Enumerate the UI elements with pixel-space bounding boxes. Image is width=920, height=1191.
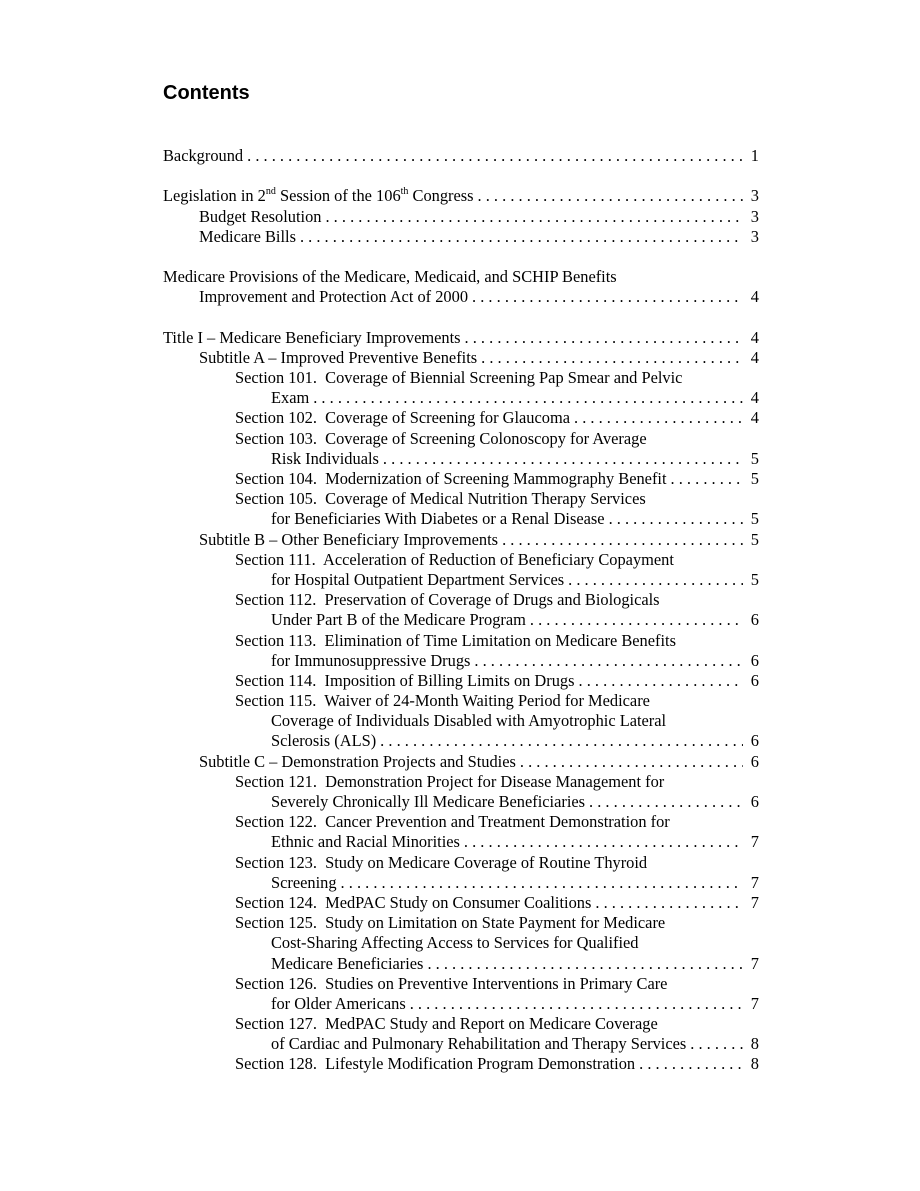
- toc-entry[interactable]: [163, 267, 759, 307]
- dot-leader: [498, 530, 743, 550]
- page-number: 5: [750, 529, 759, 549]
- toc-entry[interactable]: [163, 530, 759, 550]
- dot-leader: [570, 408, 743, 428]
- dot-leader: [526, 610, 743, 630]
- dot-leader: [470, 651, 743, 671]
- toc-entry-title: Subtitle A – Improved Preventive Benefits: [199, 347, 478, 367]
- page-number: 6: [750, 670, 759, 690]
- toc-entry-title: Section 112. Preservation of Coverage of Drugs and Biologicals: [235, 590, 660, 610]
- dot-leader: [321, 207, 743, 227]
- dot-leader: [635, 1054, 743, 1074]
- title-fragment: Congress: [408, 186, 474, 206]
- dot-leader: [477, 348, 743, 368]
- toc-entry[interactable]: [163, 186, 759, 206]
- toc-entry-title: Title I – Medicare Beneficiary Improvements: [163, 327, 461, 347]
- page-number: 5: [750, 569, 759, 589]
- toc-entry[interactable]: [163, 590, 759, 630]
- dot-leader: [460, 832, 743, 852]
- toc-entry-title: Exam: [271, 388, 310, 408]
- toc-entry[interactable]: [163, 974, 759, 1014]
- toc-entry-title: Under Part B of the Medicare Program: [271, 610, 526, 630]
- toc-entry[interactable]: [163, 913, 759, 974]
- page-number: 4: [750, 388, 759, 408]
- toc-entry-title: Section 105. Coverage of Medical Nutrition Therapy Services: [235, 489, 646, 509]
- toc-entry[interactable]: [163, 893, 759, 913]
- toc-entry-title: Budget Resolution: [199, 206, 322, 226]
- toc-entry[interactable]: [163, 408, 759, 428]
- toc-entry-title: Section 113. Elimination of Time Limitation on Medicare Benefits: [235, 630, 676, 650]
- toc-entry-title: Risk Individuals: [271, 448, 379, 468]
- page-number: 5: [750, 448, 759, 468]
- dot-leader: [516, 752, 743, 772]
- page-number: 6: [750, 650, 759, 670]
- toc-entry-title: Medicare Provisions of the Medicare, Medicaid, and SCHIP Benefits: [163, 267, 617, 287]
- dot-leader: [337, 873, 743, 893]
- toc-entry[interactable]: [163, 207, 759, 227]
- page-number: 6: [750, 751, 759, 771]
- toc-entry-title: Cost-Sharing Affecting Access to Services for Qualified: [271, 933, 639, 953]
- dot-leader: [591, 893, 743, 913]
- toc-entry[interactable]: [163, 812, 759, 852]
- page-number: 5: [750, 509, 759, 529]
- toc-entry-title: of Cardiac and Pulmonary Rehabilitation and Therapy Services: [271, 1034, 687, 1054]
- toc-entry-title: for Immunosuppressive Drugs: [271, 650, 471, 670]
- dot-leader: [564, 570, 743, 590]
- page-number: 5: [750, 469, 759, 488]
- toc-entry[interactable]: [163, 1054, 759, 1074]
- toc-entry-title: Background: [163, 146, 244, 165]
- dot-leader: [605, 509, 743, 529]
- toc-entry-title: Severely Chronically Ill Medicare Beneficiaries: [271, 792, 586, 811]
- title-fragment: Session of the 106: [275, 186, 401, 206]
- toc-entry-title: Section 101. Coverage of Biennial Screening Pap Smear and Pelvic: [235, 368, 683, 388]
- toc-entry-title: Section 115. Waiver of 24-Month Waiting Period for Medicare: [235, 691, 650, 711]
- page-number: 7: [750, 993, 759, 1013]
- dot-leader: [468, 287, 743, 307]
- page-number: 8: [750, 1054, 759, 1074]
- ordinal-suffix: nd: [265, 186, 276, 197]
- page-number: 4: [750, 287, 759, 307]
- ordinal-suffix: th: [400, 186, 409, 197]
- toc-entry-title: Section 128. Lifestyle Modification Program Demonstration: [235, 1054, 636, 1074]
- toc-entry-title: for Hospital Outpatient Department Services: [271, 569, 565, 589]
- toc-entry[interactable]: [163, 772, 759, 812]
- dot-leader: [575, 671, 744, 691]
- toc-entry-title: Subtitle C – Demonstration Projects and Studies: [199, 751, 516, 771]
- title-fragment: Legislation in 2: [163, 186, 266, 206]
- toc-entry-title: Section 124. MedPAC Study on Consumer Coalitions: [235, 892, 592, 912]
- page-number: 3: [750, 186, 759, 206]
- toc-entry-title: Section 126. Studies on Preventive Interventions in Primary Care: [235, 973, 668, 993]
- page-number: 7: [750, 832, 759, 852]
- page-number: 3: [750, 226, 759, 246]
- toc-entry[interactable]: [163, 227, 759, 247]
- dot-leader: [296, 227, 743, 247]
- toc-entry[interactable]: [163, 146, 759, 166]
- dot-leader: [461, 328, 743, 348]
- toc-entry-title: Section 123. Study on Medicare Coverage of Routine Thyroid: [235, 852, 648, 872]
- page-number: 7: [750, 953, 759, 973]
- toc-entry-title: Section 122. Cancer Prevention and Treatment Demonstration for: [235, 812, 670, 832]
- toc-entry-title: for Older Americans: [271, 993, 406, 1013]
- dot-leader: [474, 186, 743, 206]
- dot-leader: [379, 449, 743, 469]
- toc-entry-title: [163, 186, 474, 206]
- toc-entry[interactable]: [163, 752, 759, 772]
- toc-entry-title: Section 103. Coverage of Screening Colonoscopy for Average: [235, 428, 647, 448]
- toc-entry-title: Improvement and Protection Act of 2000: [199, 287, 469, 307]
- toc-entry[interactable]: [163, 429, 759, 469]
- toc-entry[interactable]: [163, 853, 759, 893]
- page-number: 3: [750, 206, 759, 226]
- toc-entry[interactable]: [163, 348, 759, 368]
- dot-leader: [243, 146, 743, 166]
- dot-leader: [423, 954, 743, 974]
- toc-entry-title: Section 114. Imposition of Billing Limits on Drugs: [235, 670, 575, 690]
- page-number: 7: [750, 892, 759, 912]
- dot-leader: [309, 388, 743, 408]
- page-number: 1: [750, 146, 759, 165]
- toc-entry[interactable]: [163, 469, 759, 489]
- dot-leader: [667, 469, 743, 489]
- toc-entry[interactable]: [163, 368, 759, 408]
- page-number: 7: [750, 872, 759, 892]
- toc-entry-title: for Beneficiaries With Diabetes or a Renal Disease: [271, 509, 605, 529]
- toc-entry[interactable]: [163, 1014, 759, 1054]
- toc-entry-title: Coverage of Individuals Disabled with Amyotrophic Lateral: [271, 711, 667, 731]
- toc-entry[interactable]: [163, 328, 759, 348]
- toc-entry-title: Sclerosis (ALS): [271, 731, 377, 751]
- toc-entry-title: Section 102. Coverage of Screening for Glaucoma: [235, 408, 570, 428]
- page-number: 6: [750, 731, 759, 751]
- toc-entry-title: Ethnic and Racial Minorities: [271, 832, 460, 852]
- dot-leader: [686, 1034, 743, 1054]
- toc-entry[interactable]: [163, 671, 759, 691]
- toc-entry-title: Screening: [271, 872, 337, 892]
- toc-entry[interactable]: [163, 489, 759, 529]
- toc-entry-title: Subtitle B – Other Beneficiary Improvements: [199, 529, 499, 549]
- page-number: 8: [750, 1034, 759, 1054]
- toc-entry[interactable]: [163, 550, 759, 590]
- toc-entry[interactable]: [163, 691, 759, 752]
- toc-entry-title: Section 125. Study on Limitation on State Payment for Medicare: [235, 913, 666, 933]
- dot-leader: [585, 792, 743, 812]
- dot-leader: [406, 994, 743, 1014]
- toc-entry-title: Section 127. MedPAC Study and Report on Medicare Coverage: [235, 1014, 658, 1034]
- toc-entry-title: Section 111. Acceleration of Reduction of Beneficiary Copayment: [235, 549, 674, 569]
- page-number: 4: [750, 327, 759, 347]
- toc-entry-title: Section 104. Modernization of Screening Mammography Benefit: [235, 469, 667, 488]
- toc-entry-title: Medicare Beneficiaries: [271, 953, 424, 973]
- toc-entry[interactable]: [163, 631, 759, 671]
- toc-entry-title: Section 121. Demonstration Project for Disease Management for: [235, 771, 665, 791]
- dot-leader: [376, 731, 743, 751]
- page-number: 4: [750, 347, 759, 367]
- page-number: 4: [750, 408, 759, 428]
- page-number: 6: [750, 792, 759, 811]
- table-of-contents: [163, 146, 759, 1075]
- page-title: Contents: [163, 82, 250, 104]
- toc-entry-title: Medicare Bills: [199, 226, 296, 246]
- page-number: 6: [750, 610, 759, 630]
